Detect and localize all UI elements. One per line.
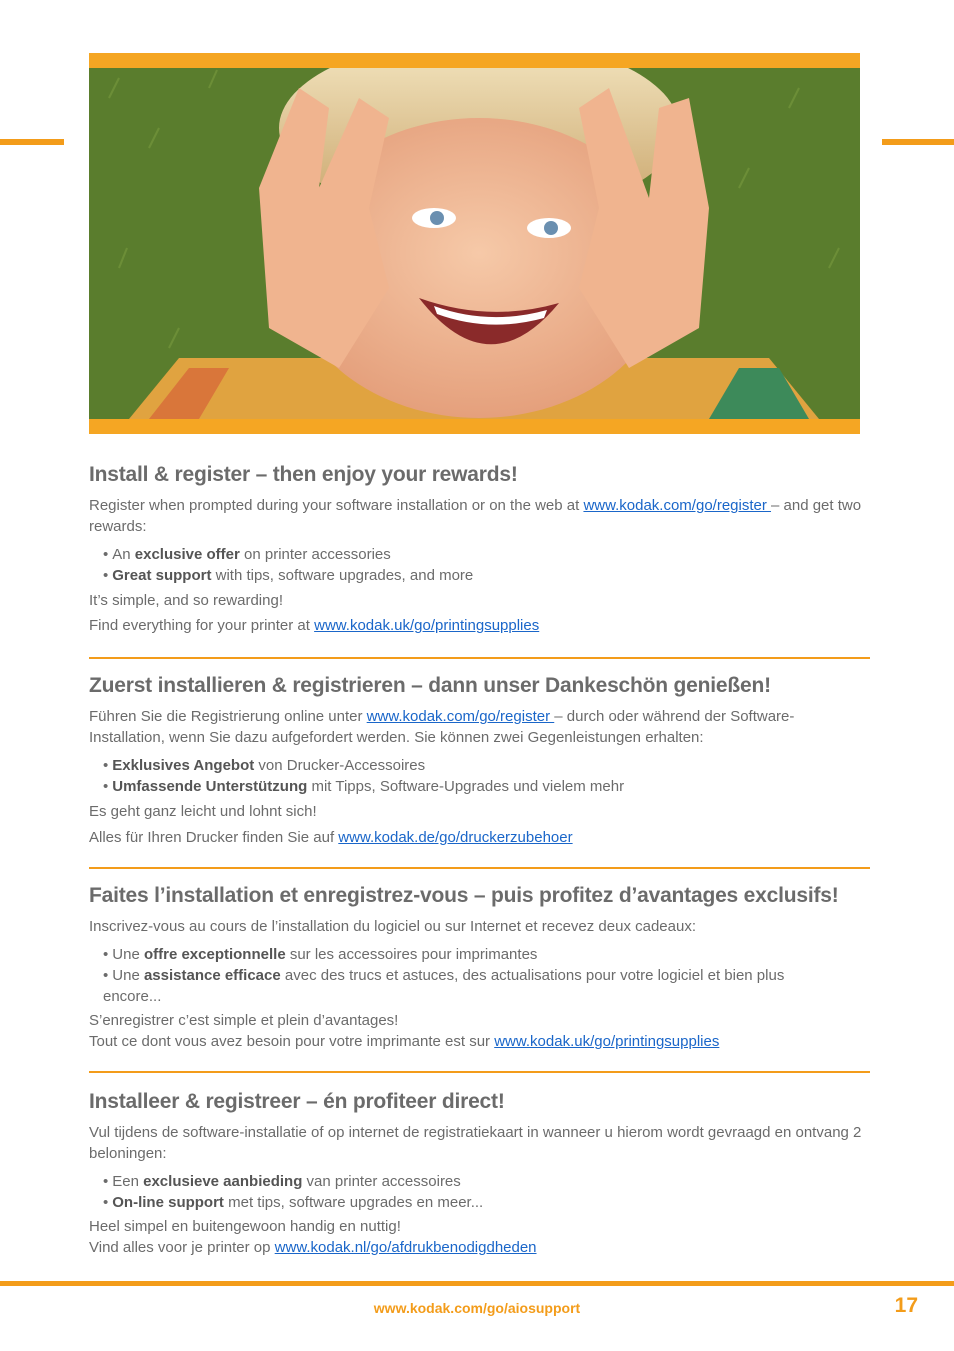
find-text: Vind alles voor je printer op www.kodak.nl/go/afdrukbenodigdheden [89, 1239, 537, 1256]
section-dutch [89, 1090, 870, 1258]
section-heading: Zuerst installieren & registrieren – dann unser Dankeschön genießen! [89, 674, 771, 697]
list-item: • Great support with tips, software upgrades, and more [103, 567, 474, 584]
supplies-link[interactable]: www.kodak.uk/go/printingsupplies [494, 1033, 720, 1050]
closing-text: Es geht ganz leicht und lohnt sich! [89, 803, 317, 820]
list-item: • Une offre exceptionnelle sur les accessoires pour imprimantes [103, 946, 538, 963]
section-heading: Install & register – then enjoy your rewards! [89, 463, 518, 486]
section-intro: Register when prompted during your software installation or on the web at www.kodak.com/go/register – and get two rewards: [89, 497, 862, 535]
supplies-link[interactable]: www.kodak.nl/go/afdrukbenodigdheden [274, 1239, 537, 1256]
benefits-list [89, 544, 870, 586]
page-number: 17 [894, 1294, 918, 1317]
register-link[interactable]: www.kodak.com/go/register [366, 708, 555, 725]
find-text: Find everything for your printer at www.kodak.uk/go/printingsupplies [89, 617, 540, 634]
list-item: • On-line support met tips, software upgrades en meer... [103, 1194, 484, 1211]
photo-frame [89, 53, 860, 434]
section-divider [89, 1071, 870, 1073]
list-item: • Une assistance efficace avec des trucs et astuces, des actualisations pour votre logiciel et bien plus encore... [103, 967, 785, 1005]
find-text: Tout ce dont vous avez besoin pour votre imprimante est sur www.kodak.uk/go/printingsupplies [89, 1033, 720, 1050]
benefits-list [89, 755, 870, 797]
section-intro: Inscrivez-vous au cours de l’installation du logiciel ou sur Internet et recevez deux cadeaux: [89, 918, 696, 935]
footer-support-link[interactable]: www.kodak.com/go/aiosupport [373, 1300, 581, 1316]
supplies-link[interactable]: www.kodak.de/go/druckerzubehoer [338, 829, 573, 846]
supplies-link[interactable]: www.kodak.uk/go/printingsupplies [314, 617, 540, 634]
register-link[interactable]: www.kodak.com/go/register [583, 497, 772, 514]
section-divider [89, 867, 870, 869]
right-accent-bar [882, 139, 954, 145]
section-french [89, 884, 870, 1052]
section-english [89, 463, 870, 636]
list-item: • Een exclusieve aanbieding van printer accessoires [103, 1173, 461, 1190]
closing-text: Heel simpel en buitengewoon handig en nuttig! [89, 1218, 401, 1235]
footer-bar [0, 1281, 954, 1286]
benefits-list [89, 944, 823, 1007]
list-item: • Exklusives Angebot von Drucker-Accessoires [103, 757, 426, 774]
closing-text: It’s simple, and so rewarding! [89, 592, 283, 609]
section-intro: Führen Sie die Registrierung online unter www.kodak.com/go/register – durch oder während der Software-Installation, wenn Sie dazu aufgefordert werden. Sie können zwei Gegenleistungen erhalten: [89, 708, 795, 746]
section-heading: Installeer & registreer – én profiteer direct! [89, 1090, 505, 1113]
left-accent-bar [0, 139, 64, 145]
section-heading: Faites l’installation et enregistrez-vous – puis profitez d’avantages exclusifs! [89, 884, 839, 907]
section-divider [89, 657, 870, 659]
section-intro: Vul tijdens de software-installatie of op internet de registratiekaart in wanneer u hierom wordt gevraagd en ontvang 2 beloningen: [89, 1124, 862, 1162]
closing-text: S’enregistrer c’est simple et plein d’avantages! [89, 1012, 399, 1029]
find-text: Alles für Ihren Drucker finden Sie auf www.kodak.de/go/druckerzubehoer [89, 829, 573, 846]
list-item: • Umfassende Unterstützung mit Tipps, Software-Upgrades und vielem mehr [103, 778, 625, 795]
child-photo [89, 68, 860, 419]
benefits-list [89, 1171, 870, 1213]
section-german [89, 674, 870, 848]
list-item: • An exclusive offer on printer accessories [103, 546, 391, 563]
